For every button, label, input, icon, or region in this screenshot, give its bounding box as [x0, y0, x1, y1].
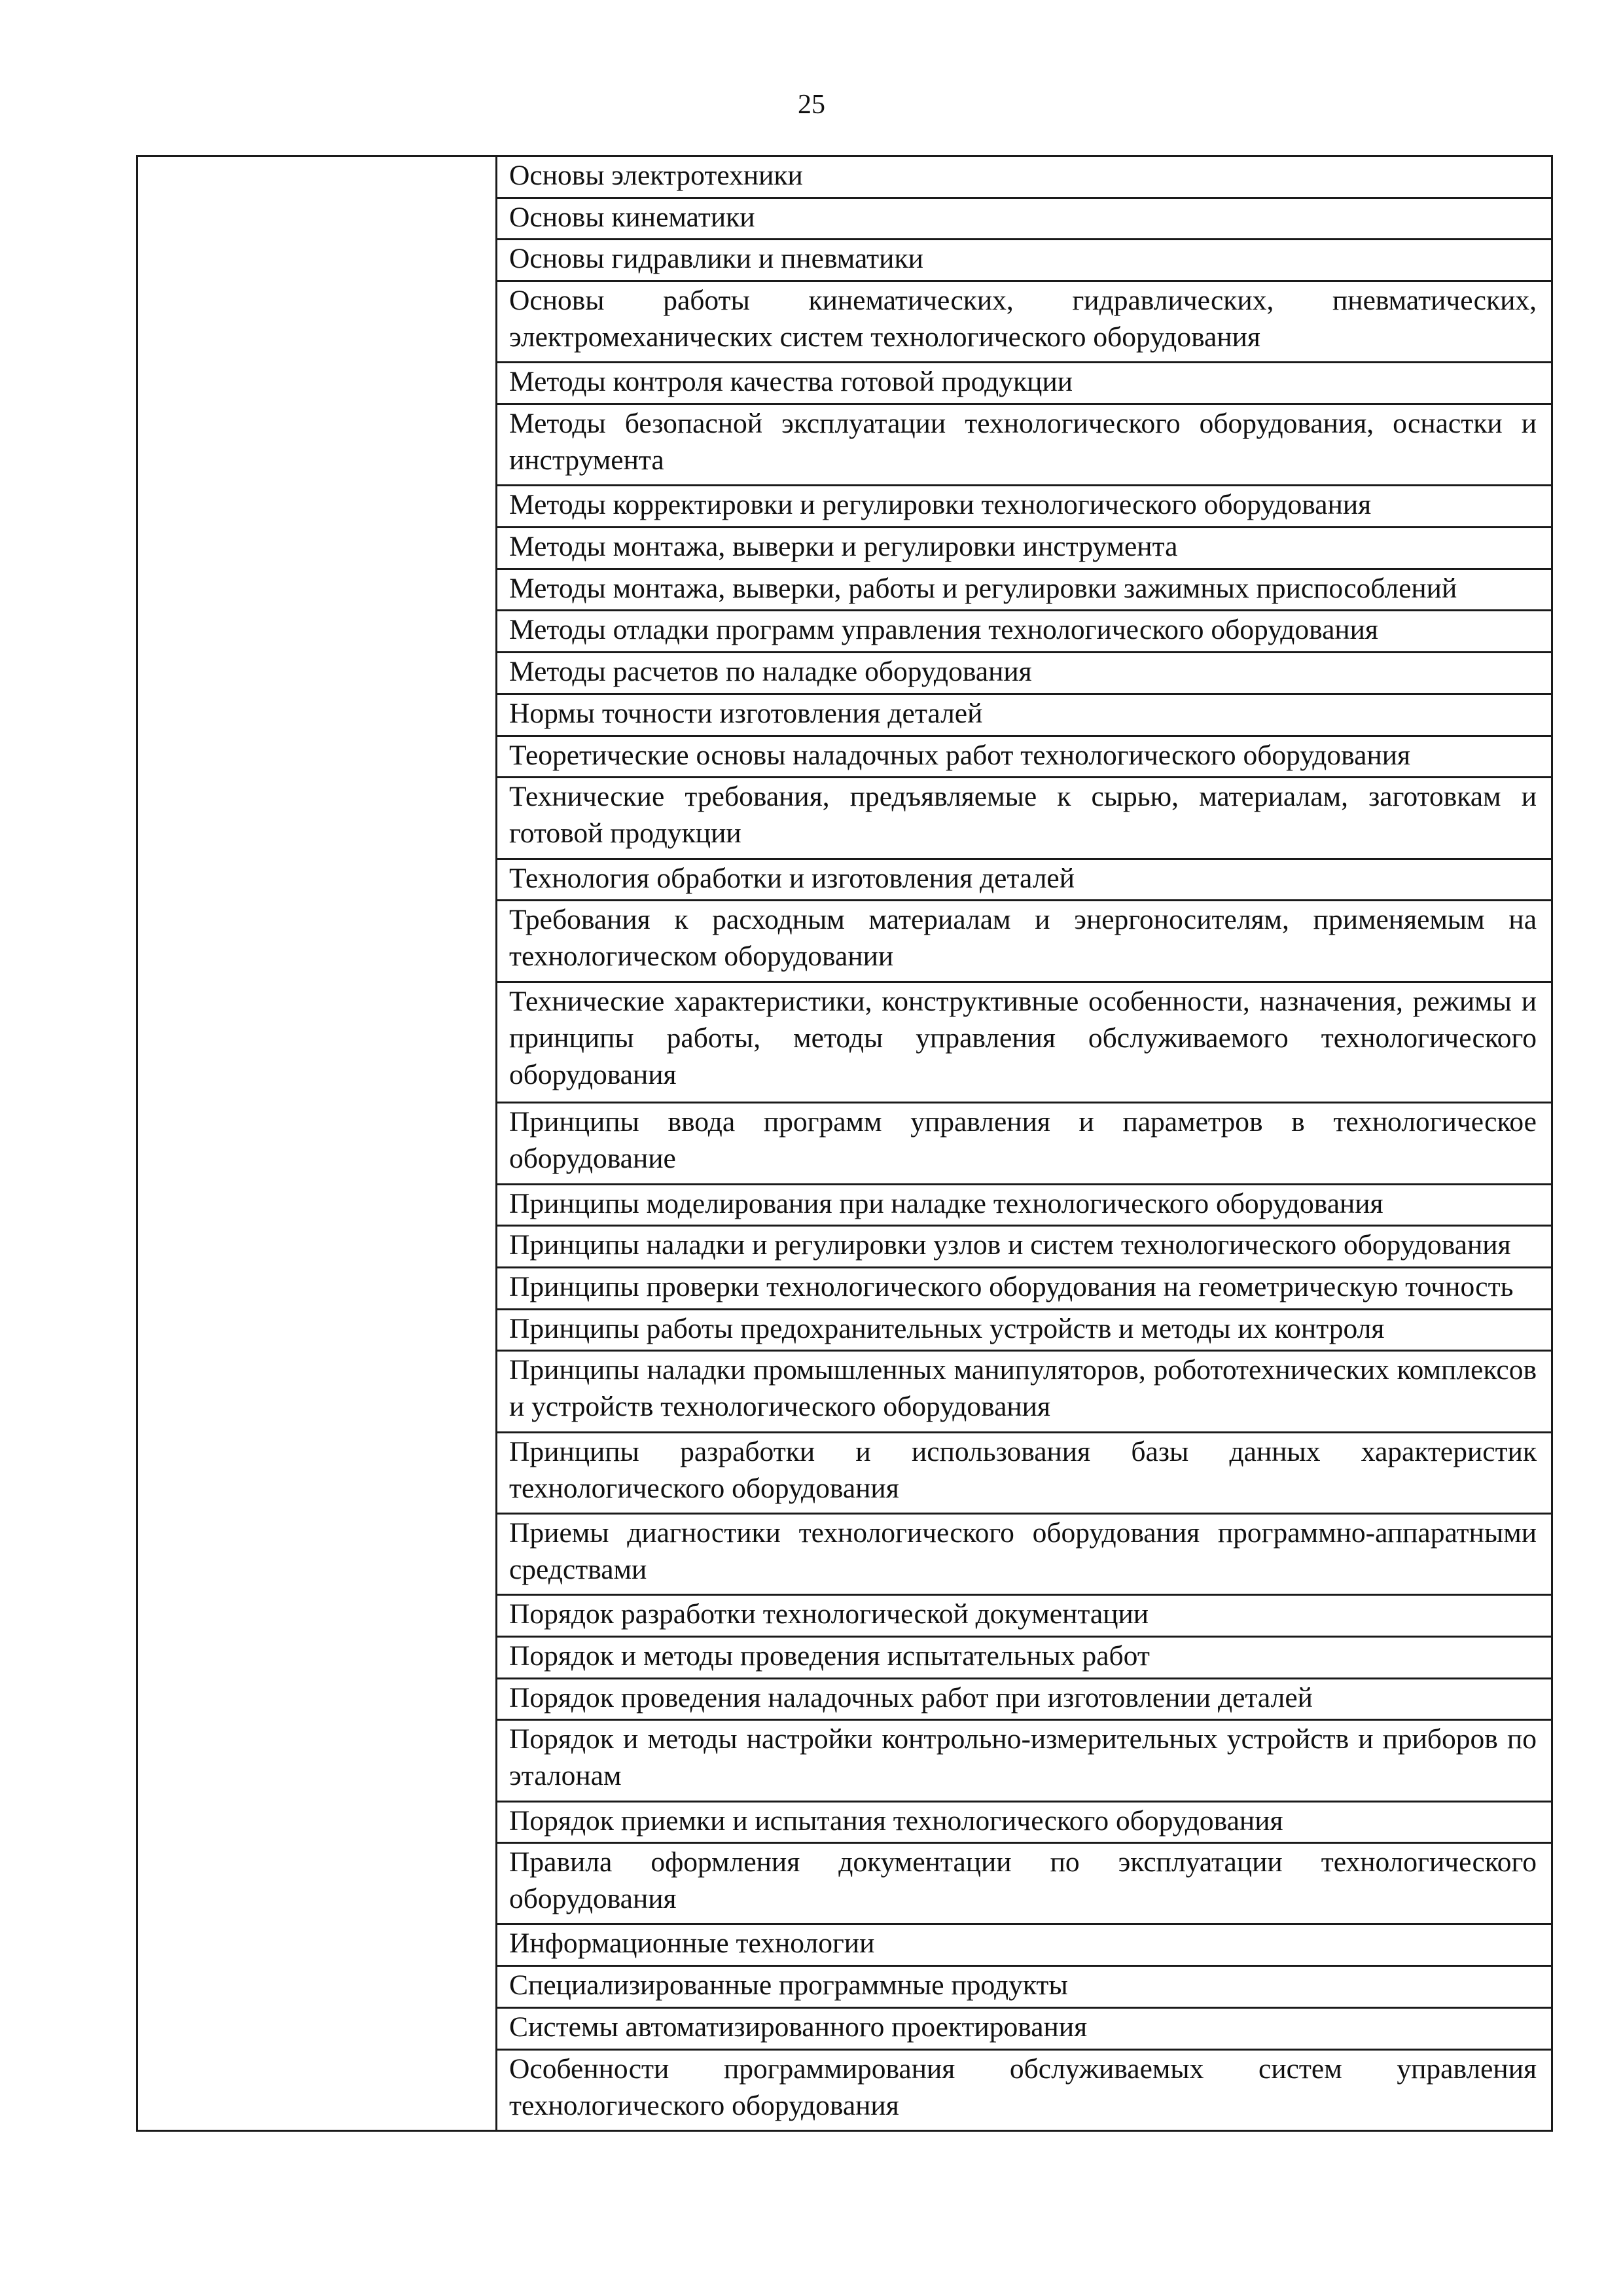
list-item: Требования к расходным материалам и энергоносителям, применяемым на технологическом оборудовании	[497, 901, 1551, 982]
list-item: Теоретические основы наладочных работ технологического оборудования	[497, 736, 1551, 778]
list-item: Правила оформления документации по эксплуатации технологического оборудования	[497, 1843, 1551, 1924]
list-item: Методы монтажа, выверки и регулировки инструмента	[497, 527, 1551, 569]
list-item: Системы автоматизированного проектирования	[497, 2007, 1551, 2049]
list-item: Информационные технологии	[497, 1924, 1551, 1966]
list-item: Нормы точности изготовления деталей	[497, 694, 1551, 736]
list-item: Принципы наладки промышленных манипуляторов, робототехнических комплексов и устройств технологического оборудования	[497, 1351, 1551, 1432]
list-item: Методы корректировки и регулировки технологического оборудования	[497, 486, 1551, 528]
list-item: Особенности программирования обслуживаемых систем управления технологического оборудования	[509, 2053, 1537, 2121]
list-item: Основы гидравлики и пневматики	[497, 240, 1551, 281]
knowledge-list-cell	[497, 156, 1552, 2131]
list-item: Методы отладки программ управления технологического оборудования	[497, 611, 1551, 653]
list-item: Технические требования, предъявляемые к сырью, материалам, заготовкам и готовой продукции	[497, 778, 1551, 859]
list-item: Методы безопасной эксплуатации технологического оборудования, оснастки и инструмента	[497, 404, 1551, 486]
list-item: Порядок и методы проведения испытательных работ	[497, 1636, 1551, 1678]
list-item: Порядок проведения наладочных работ при изготовлении деталей	[497, 1678, 1551, 1720]
list-item: Принципы моделирования при наладке технологического оборудования	[497, 1184, 1551, 1226]
list-item: Принципы ввода программ управления и параметров в технологическое оборудование	[497, 1103, 1551, 1184]
list-item: Принципы наладки и регулировки узлов и систем технологического оборудования	[497, 1226, 1551, 1268]
list-item: Принципы проверки технологического оборудования на геометрическую точность	[497, 1267, 1551, 1309]
list-item: Методы расчетов по наладке оборудования	[497, 653, 1551, 694]
page-number: 25	[798, 90, 825, 120]
list-item: Порядок и методы настройки контрольно-измерительных устройств и приборов по эталонам	[497, 1720, 1551, 1801]
list-item: Приемы диагностики технологического оборудования программно-аппаратными средствами	[497, 1513, 1551, 1594]
list-item: Технические характеристики, конструктивные особенности, назначения, режимы и принципы работы, методы управления обслуживаемого технологического оборудования	[497, 982, 1551, 1103]
list-item: Технология обработки и изготовления деталей	[497, 859, 1551, 901]
empty-left-cell	[137, 156, 497, 2131]
list-item: Принципы работы предохранительных устройств и методы их контроля	[497, 1309, 1551, 1351]
list-item: Методы контроля качества готовой продукции	[497, 363, 1551, 404]
list-item: Методы монтажа, выверки, работы и регулировки зажимных приспособлений	[497, 569, 1551, 611]
list-item: Порядок приемки и испытания технологического оборудования	[497, 1801, 1551, 1843]
list-item: Принципы разработки и использования базы данных характеристик технологического оборудования	[497, 1432, 1551, 1513]
list-item: Основы кинематики	[497, 198, 1551, 240]
list-item: Основы электротехники	[497, 157, 1551, 198]
list-item: Специализированные программные продукты	[497, 1966, 1551, 2008]
table-row	[137, 156, 1552, 2131]
list-item: Основы работы кинематических, гидравлических, пневматических, электромеханических систем технологического оборудования	[497, 281, 1551, 363]
knowledge-list	[497, 157, 1551, 2130]
document-table	[136, 155, 1553, 2132]
list-item: Порядок разработки технологической документации	[497, 1595, 1551, 1637]
